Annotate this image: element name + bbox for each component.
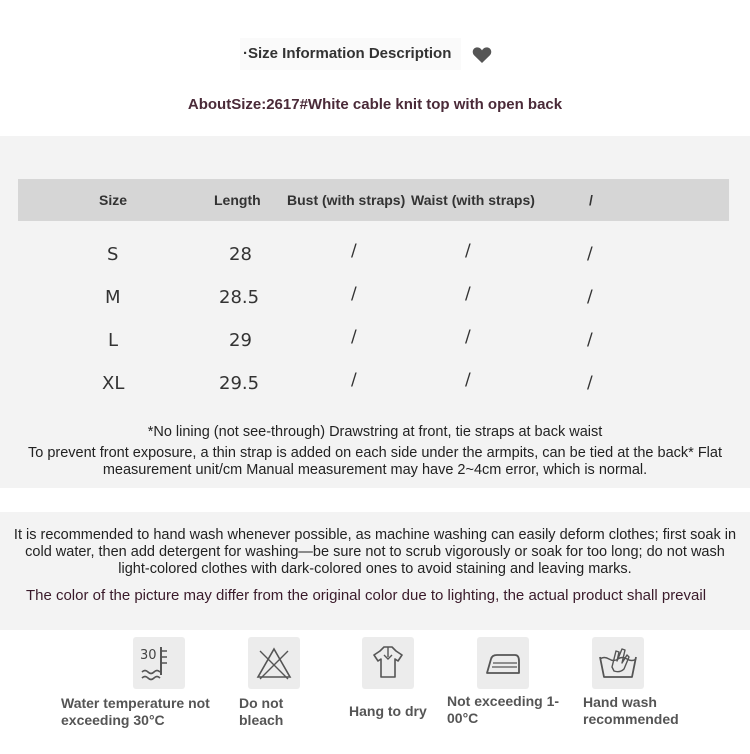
lining-note: *No lining (not see-through) Drawstring at front, tie straps at back waist: [147, 424, 603, 440]
measurement-note: To prevent front exposure, a thin strap is added on each side under the armpits, can be tied at the back* Flat measurement unit/cm Manual measurement may have 2~4cm error, which is normal.: [28, 445, 722, 478]
size-cell: XL: [102, 373, 125, 394]
bust-cell: /: [351, 370, 357, 390]
extra-cell: /: [587, 287, 593, 307]
size-table-header: [18, 179, 729, 221]
color-disclaimer: The color of the picture may differ from the original color due to lighting, the actual product shall prevail: [25, 587, 707, 604]
column-header-size: Size: [99, 192, 128, 208]
length-cell: 28.5: [219, 287, 260, 308]
size-cell: M: [105, 287, 121, 308]
extra-cell: /: [587, 330, 593, 350]
extra-cell: /: [587, 373, 593, 393]
do-not-bleach-label: Do not bleach: [239, 695, 284, 728]
waist-cell: /: [465, 370, 471, 390]
page-title: ·Size Information Description: [240, 38, 461, 70]
length-cell: 28: [229, 244, 252, 265]
iron-temperature-icon: [477, 637, 529, 689]
length-cell: 29: [229, 330, 252, 351]
do-not-bleach-icon: [248, 637, 300, 689]
size-cell: L: [108, 330, 119, 351]
bust-cell: /: [351, 241, 357, 261]
heart-icon: [472, 46, 492, 64]
bust-cell: /: [351, 327, 357, 347]
column-header-bust: Bust (with straps): [287, 192, 406, 208]
waist-cell: /: [465, 284, 471, 304]
column-header-waist: Waist (with straps): [411, 192, 535, 208]
hand-wash-icon: [592, 637, 644, 689]
hang-to-dry-label: Hang to dry: [349, 703, 427, 719]
iron-temperature-label: Not exceeding 1-00°C: [447, 693, 560, 726]
care-section: [0, 512, 750, 630]
extra-cell: /: [587, 244, 593, 264]
temperature-number: 30: [140, 648, 157, 663]
water-temperature-label: Water temperature not exceeding 30°C: [61, 695, 210, 728]
bust-cell: /: [351, 284, 357, 304]
column-header-extra: /: [589, 192, 593, 208]
hand-wash-label: Hand wash recommended: [583, 694, 679, 727]
length-cell: 29.5: [219, 373, 260, 394]
product-subtitle: AboutSize:2617#White cable knit top with open back: [187, 96, 563, 113]
title-bar: [0, 38, 750, 72]
size-table-section: [0, 136, 750, 488]
care-instructions: It is recommended to hand wash whenever possible, as machine washing can easily deform clothes; first soak in cold water, then add detergent for washing—be sure not to scrub vigorously or soak for too long; do not wash light-colored clothes with dark-colored ones to avoid staining and leaving marks.: [13, 527, 737, 577]
size-cell: S: [107, 244, 119, 265]
hang-to-dry-icon: [362, 637, 414, 689]
water-temperature-30-icon: [133, 637, 185, 689]
column-header-length: Length: [214, 192, 261, 208]
waist-cell: /: [465, 327, 471, 347]
waist-cell: /: [465, 241, 471, 261]
